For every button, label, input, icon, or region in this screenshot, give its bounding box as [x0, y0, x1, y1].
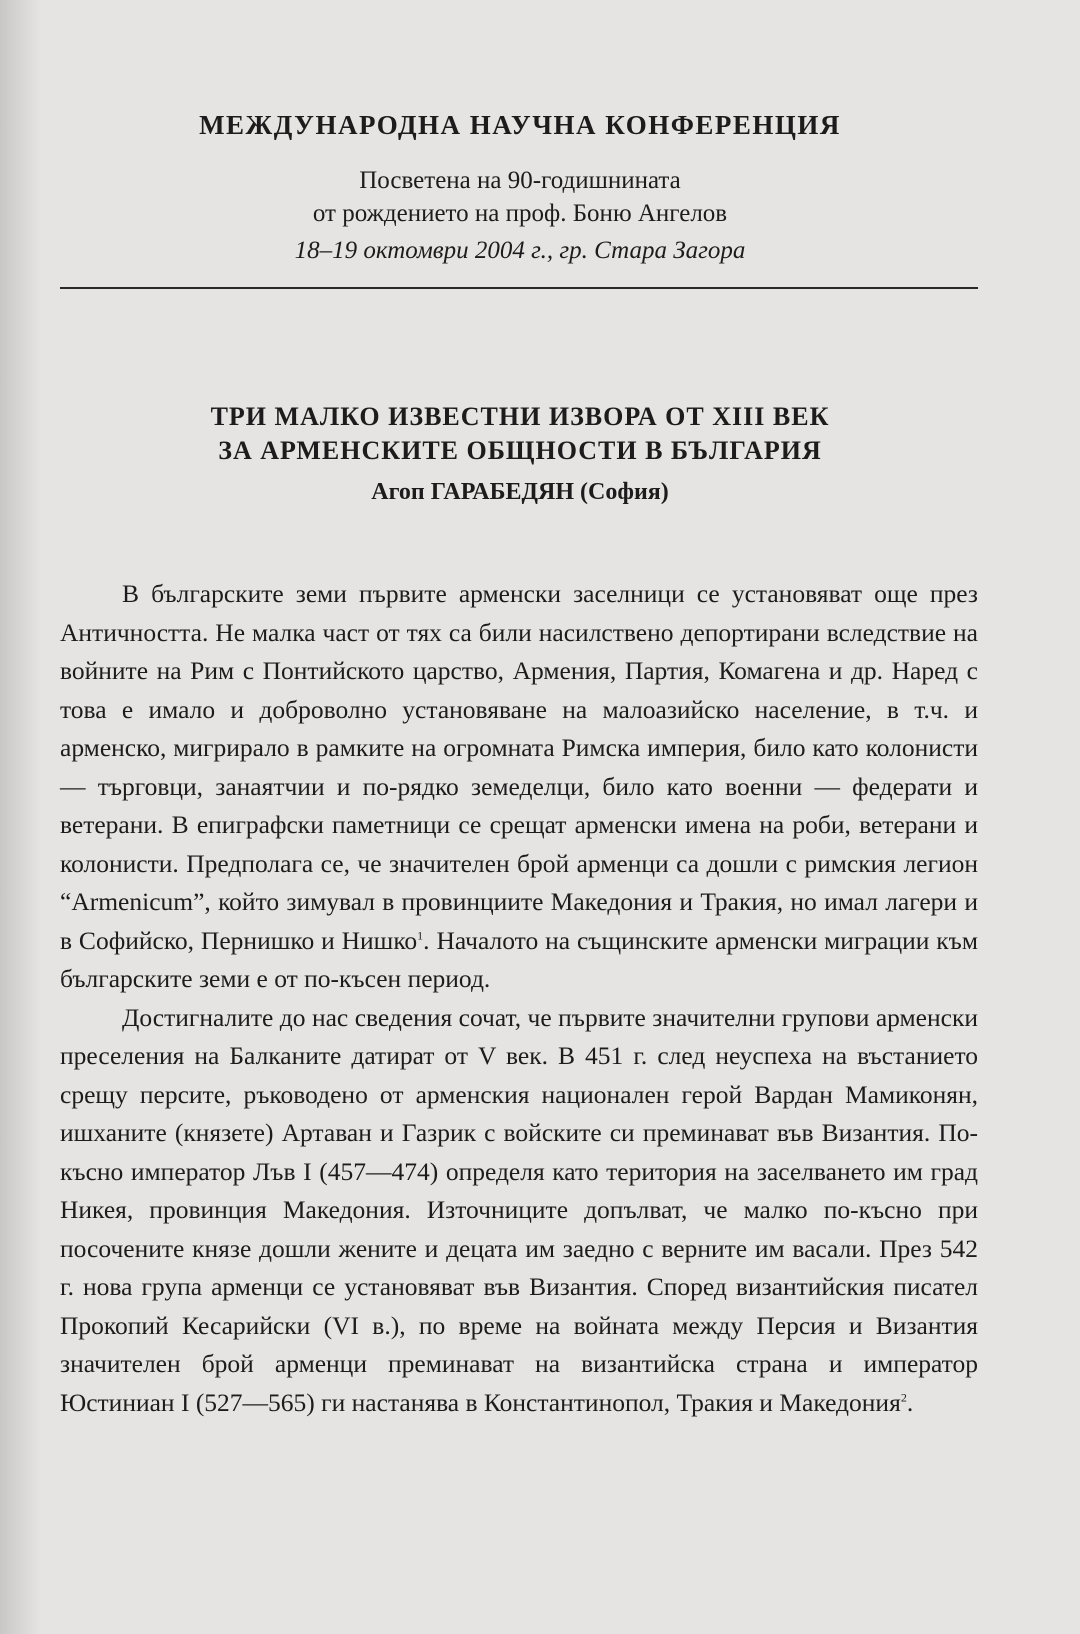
conference-subtitle-line-1: Посветена на 90-годишнината — [359, 167, 681, 194]
conference-header — [60, 108, 980, 267]
conference-title: МЕЖДУНАРОДНА НАУЧНА КОНФЕРЕНЦИЯ — [199, 110, 841, 140]
paragraph-2-tail: . — [906, 1387, 914, 1417]
paragraph-1 — [60, 575, 978, 999]
paragraph-1-tail: . Началото на същинските арменски миграции към българските земи е от по-късен период. — [60, 925, 978, 993]
conference-date-place: 18–19 октомври 2004 г., гр. Стара Загора — [294, 237, 746, 264]
header-divider — [60, 287, 978, 289]
paragraph-2 — [60, 999, 978, 1423]
article-author: Агоп ГАРАБЕДЯН (София) — [371, 479, 669, 505]
footnote-ref-1[interactable]: 1 — [417, 928, 424, 942]
page-gutter-shadow — [0, 0, 40, 1634]
article-title-line-2: ЗА АРМЕНСКИТЕ ОБЩНОСТИ В БЪЛГАРИЯ — [218, 436, 822, 465]
footnote-ref-2[interactable]: 2 — [900, 1390, 907, 1404]
article-body — [60, 575, 978, 1422]
article-heading — [60, 400, 980, 508]
conference-subtitle-line-2: от рождението на проф. Боню Ангелов — [312, 200, 728, 227]
paragraph-2-text: Достигналите до нас сведения сочат, че първите значителни групови арменски преселения на Балканите датират от V век. В 451 г. след неуспеха на въстанието срещу персите, ръководено от арменския национален герой Вардан Мамиконян, ишханите (князете) Артаван и Газрик с войските си преминават във Византия. По-късно император Лъв I (457—474) определя като територия на заселването им град Никея, провинция Македония. Източниците допълват, че малко по-късно при посочените князе дошли жените и децата им заедно с верните им васали. През 542 г. нова група арменци се установяват във Византия. Според византийския писател Прокопий Кесарийски (VI в.), по време на войната между Персия и Византия значителен брой арменци преминават на византийска страна и император Юстиниан I (527—565) ги настанява в Константинопол, Тракия и Македония — [60, 1002, 978, 1417]
article-title-line-1: ТРИ МАЛКО ИЗВЕСТНИ ИЗВОРА ОТ XIII ВЕК — [210, 402, 830, 431]
paragraph-1-text: В българските земи първите арменски заселници се установяват още през Античността. Не малка част от тях са били насилствено депортирани вследствие на войните на Рим с Понтийското царство, Армения, Партия, Комагена и др. Наред с това е имало и доброволно установяване на малоазийско население, в т.ч. и арменско, мигрирало в рамките на огромната Римска империя, било като колонисти — търговци, занаятчии и по-рядко земеделци, било като военни — федерати и ветерани. В епиграфски паметници се срещат арменски имена на роби, ветерани и колонисти. Предполага се, че значителен брой арменци са дошли с римския легион “Armenicum”, който зимувал в провинциите Македония и Тракия, но имал лагери и в Софийско, Пернишко и Нишко — [60, 579, 978, 955]
